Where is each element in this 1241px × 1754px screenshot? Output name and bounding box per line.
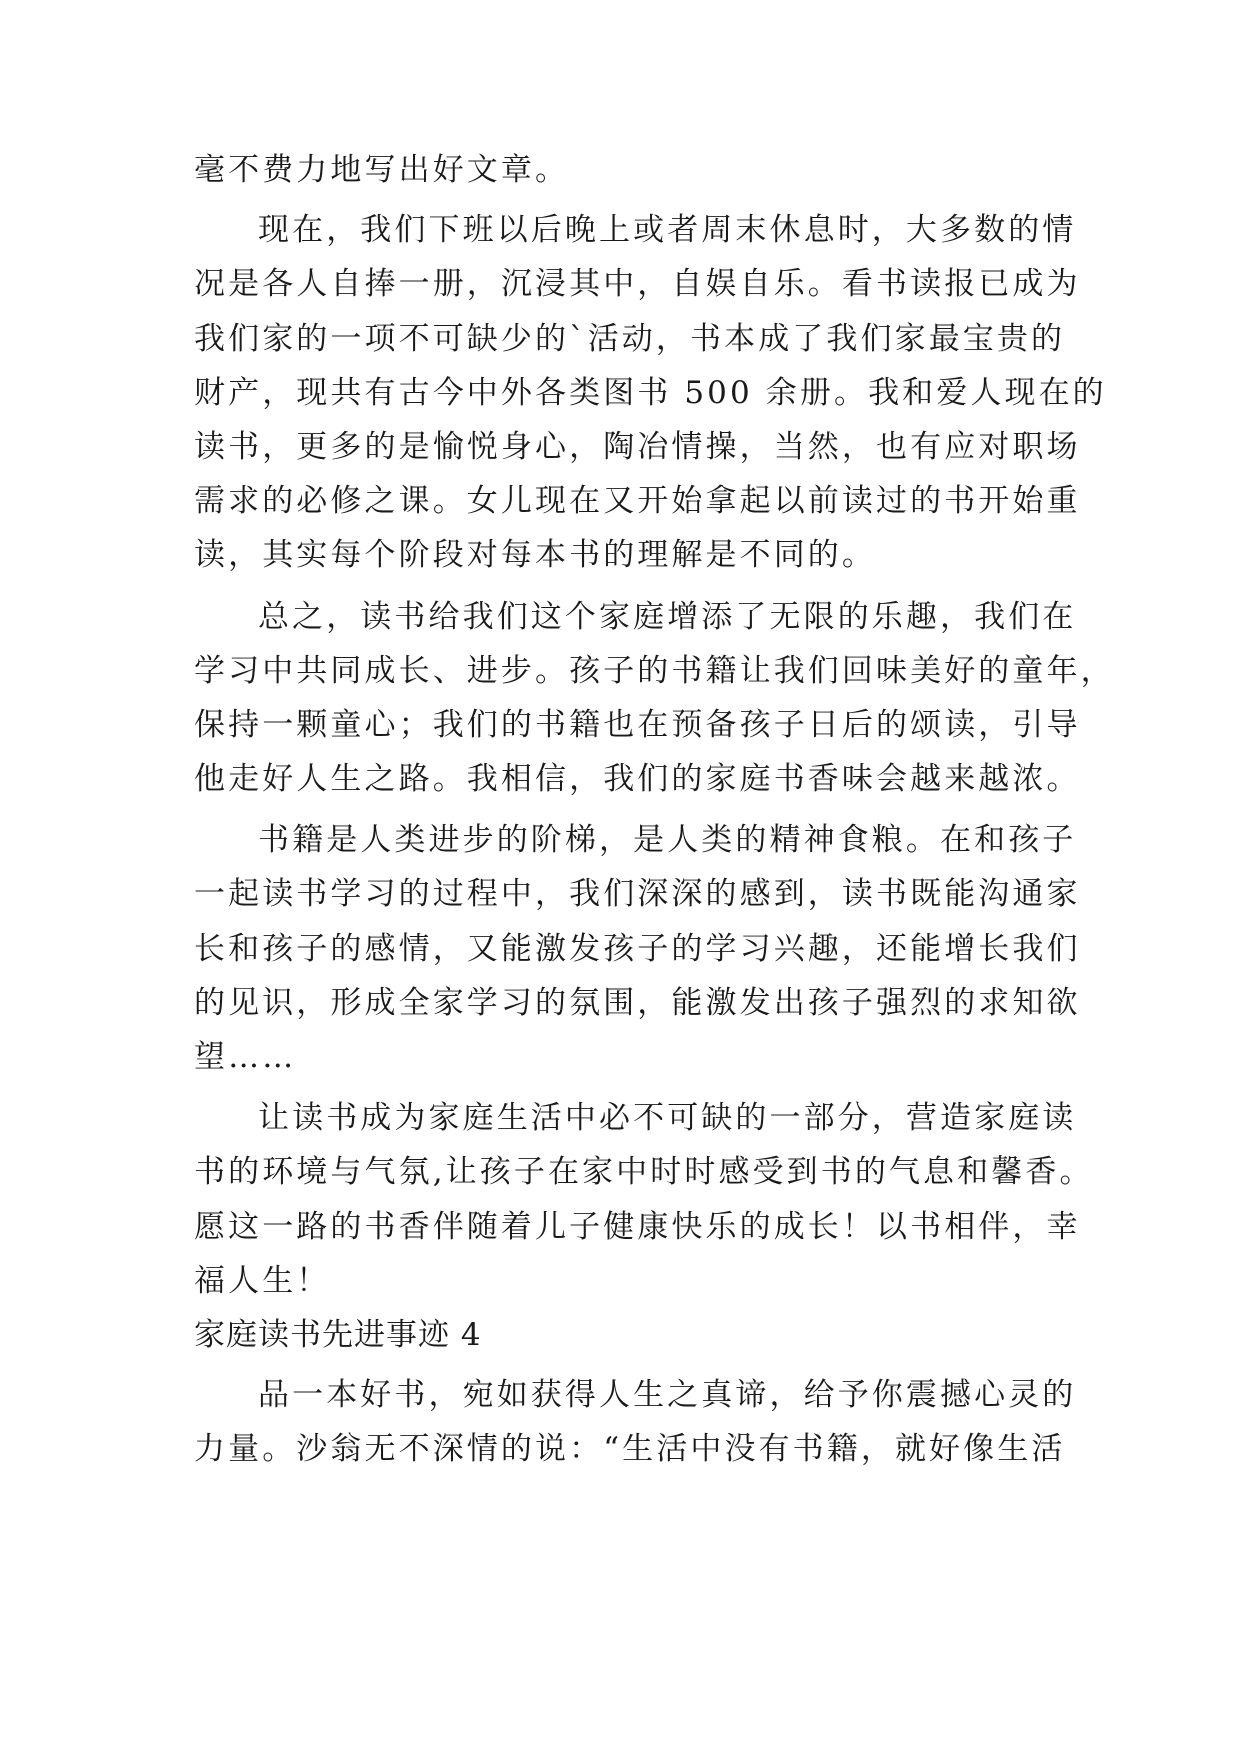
text-line: 书的环境与气氛,让孩子在家中时时感受到书的气息和馨香。 [194, 1154, 1094, 1190]
text-line: 财产，现共有古今中外各类图书 500 余册。我和爱人现在的 [194, 375, 1107, 411]
text-line: 一起读书学习的过程中，我们深深的感到，读书既能沟通家 [194, 876, 1081, 912]
paragraph-first-line: 现在，我们下班以后晚上或者周末休息时，大多数的情 [258, 212, 1077, 248]
text-line: 他走好人生之路。我相信，我们的家庭书香味会越来越浓。 [194, 761, 1081, 797]
text-line: 的见识，形成全家学习的氛围，能激发出孩子强烈的求知欲 [194, 985, 1081, 1021]
text-line: 保持一颗童心；我们的书籍也在预备孩子日后的颂读，引导 [194, 707, 1081, 743]
text-line: 读书，更多的是愉悦身心，陶冶情操，当然，也有应对职场 [194, 429, 1081, 465]
text-line: 读，其实每个阶段对每本书的理解是不同的。 [194, 537, 876, 573]
text-line: 学习中共同成长、进步。孩子的书籍让我们回味美好的童年， [194, 653, 1115, 689]
text-line: 长和孩子的感情，又能激发孩子的学习兴趣，还能增长我们 [194, 931, 1081, 967]
paragraph-first-line: 总之，读书给我们这个家庭增添了无限的乐趣，我们在 [258, 599, 1077, 635]
text-line: 毫不费力地写出好文章。 [194, 152, 570, 188]
paragraph-first-line: 让读书成为家庭生活中必不可缺的一部分，营造家庭读 [258, 1100, 1077, 1136]
paragraph-first-line: 书籍是人类进步的阶梯，是人类的精神食粮。在和孩子 [258, 822, 1077, 858]
text-line: 需求的必修之课。女儿现在又开始拿起以前读过的书开始重 [194, 483, 1081, 519]
section-heading: 家庭读书先进事迹 4 [194, 1317, 482, 1353]
text-line: 我们家的一项不可缺少的`活动，书本成了我们家最宝贵的 [194, 321, 1066, 357]
text-line: 福人生！ [194, 1263, 331, 1299]
text-line: 望…… [194, 1039, 297, 1075]
text-line: 况是各人自捧一册，沉浸其中，自娱自乐。看书读报已成为 [194, 266, 1081, 302]
text-line: 愿这一路的书香伴随着儿子健康快乐的成长！以书相伴，幸 [194, 1209, 1081, 1245]
text-line: 力量。沙翁无不深情的说：“生活中没有书籍，就好像生活 [194, 1431, 1066, 1467]
paragraph-first-line: 品一本好书，宛如获得人生之真谛，给予你震撼心灵的 [258, 1377, 1077, 1413]
